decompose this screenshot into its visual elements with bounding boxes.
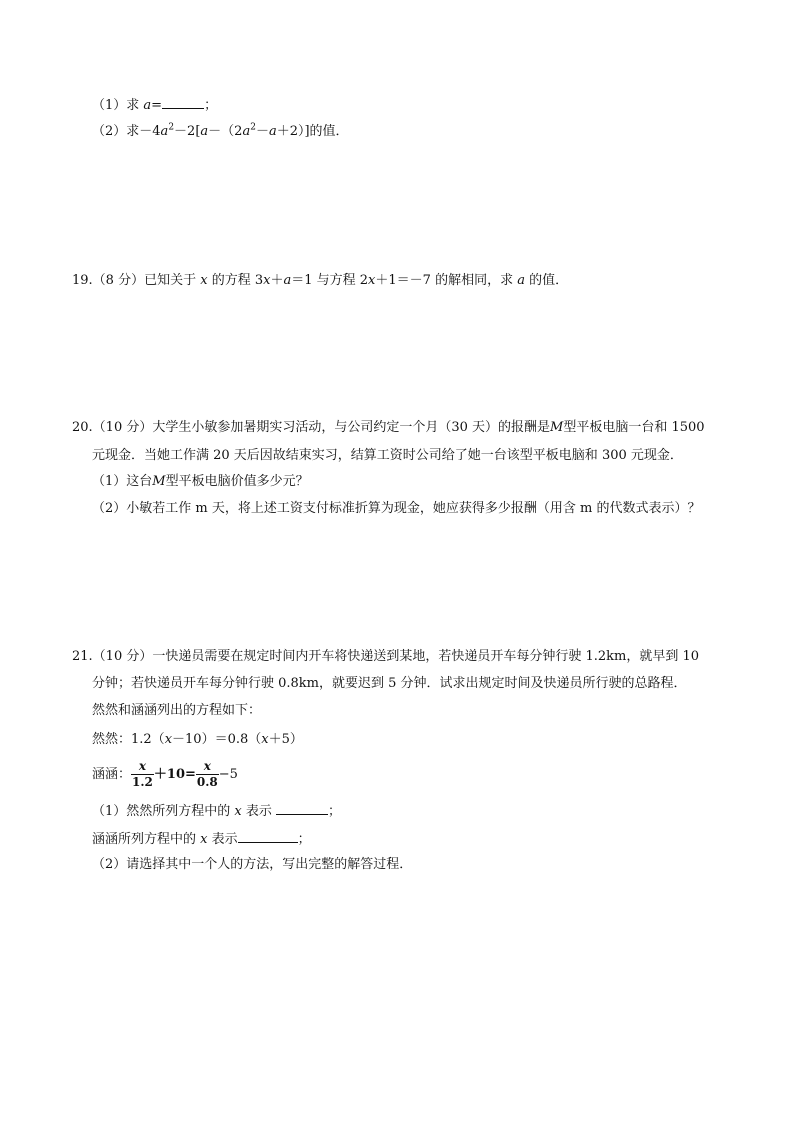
q19-text: 19.（8 分）已知关于 x 的方程 3x＋a＝1 与方程 2x＋1＝－7 的解相同，求 a 的值． bbox=[72, 273, 569, 288]
q20-part2: （2）小敏若工作 m 天，将上述工资支付标准折算为现金，她应获得多少报酬（用含 m 的代数式表示）？ bbox=[92, 501, 701, 516]
q18-part1: （1）求 a= ； bbox=[92, 94, 217, 116]
q18-part2: （2）求$-4a^2-2[a-(2a^2-a+2)]$的值． bbox=[92, 122, 349, 139]
q20-part1: （1）这台M型平板电脑价值多少元？ bbox=[92, 474, 309, 489]
q21-part1-ranran: （1）然然所列方程中的 x 表示 ； bbox=[92, 800, 341, 822]
answer-blank[interactable] bbox=[162, 94, 204, 109]
q21-part2: （2）请选择其中一个人的方法，写出完整的解答过程． bbox=[92, 857, 413, 872]
q21-hanhan-equation: 涵涵： $\frac{x}{1.2}$ ＋10= $\frac{x}{0.8}$ −5 bbox=[92, 759, 238, 789]
q21-ranran-equation: 然然：1.2（x－10）＝0.8（x＋5） bbox=[92, 732, 303, 747]
answer-blank[interactable] bbox=[238, 828, 298, 843]
q21-line1: 21.（10 分）一快递员需要在规定时间内开车将快递送到某地，若快递员开车每分钟行驶 1.2km，就早到 10 bbox=[72, 649, 700, 664]
q20-line1: 20.（10 分）大学生小敏参加暑期实习活动，与公司约定一个月（30 天）的报酬是M型平板电脑一台和 1500 bbox=[72, 420, 705, 435]
q21-part1-hanhan: 涵涵所列方程中的 x 表示 ； bbox=[92, 828, 311, 850]
q20-line2: 元现金．当她工作满 20 天后因故结束实习，结算工资时公司给了她一台该型平板电脑和 300 元现金． bbox=[92, 448, 683, 463]
fraction-x-over-1.2: $\frac{x}{1.2}$ bbox=[132, 759, 153, 789]
fraction-x-over-0.8: $\frac{x}{0.8}$ bbox=[196, 759, 218, 789]
q21-line2: 分钟；若快递员开车每分钟行驶 0.8km，就要迟到 5 分钟．试求出规定时间及快递员所行驶的总路程． bbox=[92, 676, 687, 691]
q21-line3: 然然和涵涵列出的方程如下： bbox=[92, 703, 262, 718]
answer-blank[interactable] bbox=[276, 800, 328, 815]
